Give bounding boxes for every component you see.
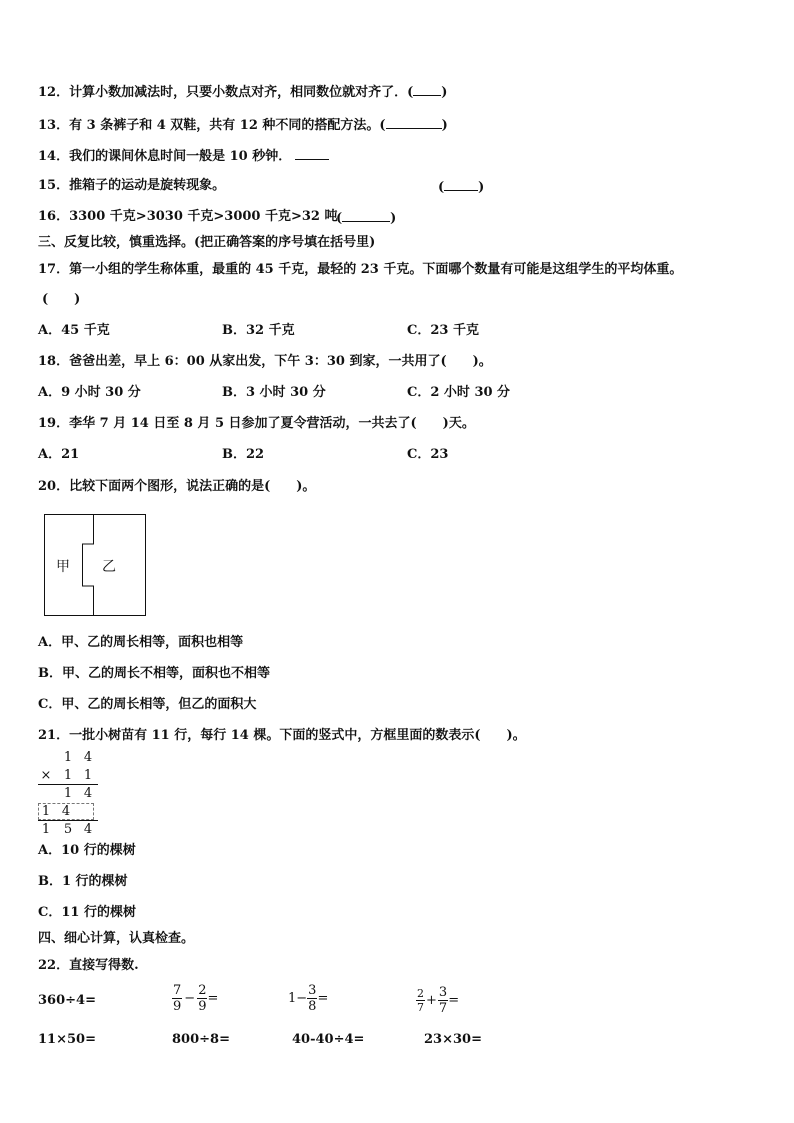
answer-blank[interactable]: [444, 178, 478, 191]
expression-5: 11×50=: [38, 1032, 96, 1047]
option-a[interactable]: A．21: [38, 447, 80, 462]
digit: 4: [61, 804, 71, 819]
question-15-text: 15．推箱子的运动是旋转现象。: [38, 178, 226, 193]
digit: 4: [83, 750, 93, 765]
question-13-text: 13．有 3 条裤子和 4 双鞋，共有 12 种不同的搭配方法。(: [38, 118, 386, 133]
fraction: $\frac{2}{7}$: [417, 987, 424, 1014]
option-a[interactable]: A．10 行的棵树: [38, 843, 136, 858]
times-sign: ×: [40, 768, 52, 783]
divider-line: [38, 784, 98, 785]
digit: 1: [41, 822, 51, 837]
question-14-text: 14．我们的课间休息时间一般是 10 秒钟．: [38, 149, 292, 164]
question-21: 21．一批小树苗有 11 行，每行 14 棵。下面的竖式中，方框里面的数表示( )。: [38, 728, 526, 743]
question-16-text: 16．3300 千克>3030 千克>3000 千克>32 吨: [38, 209, 338, 224]
question-20: 20．比较下面两个图形，说法正确的是( )。: [38, 479, 316, 494]
fraction: $\frac{2}{9}$: [198, 983, 207, 1014]
digit: 5: [63, 822, 73, 837]
option-b[interactable]: B．甲、乙的周长不相等，面积也不相等: [38, 666, 270, 681]
close-paren: ): [478, 180, 485, 195]
option-b[interactable]: B．3 小时 30 分: [222, 385, 326, 400]
yi-label: 乙: [102, 559, 116, 575]
question-15: [38, 178, 225, 194]
option-c[interactable]: C．23: [407, 447, 449, 462]
question-14: [38, 147, 329, 165]
section-heading-4: 四、细心计算，认真检查。: [38, 931, 195, 946]
fraction: $\frac{7}{9}$: [173, 983, 182, 1014]
option-c[interactable]: C．11 行的棵树: [38, 905, 136, 920]
close-paren: ): [441, 85, 448, 100]
option-c[interactable]: C．甲、乙的周长相等，但乙的面积大: [38, 697, 257, 712]
option-c[interactable]: C．2 小时 30 分: [407, 385, 511, 400]
option-b[interactable]: B．1 行的棵树: [38, 874, 128, 889]
vertical-multiplication: [38, 748, 100, 838]
question-12: [38, 83, 447, 101]
question-17: 17．第一小组的学生称体重，最重的 45 千克，最轻的 23 千克。下面哪个数量有可能是这组学生的平均体重。: [38, 262, 683, 277]
digit: 1: [63, 750, 73, 765]
answer-paren[interactable]: ( ): [42, 292, 81, 307]
section-heading-3: 三、反复比较，慎重选择。(把正确答案的序号填在括号里): [38, 235, 376, 250]
expression-6: 800÷8=: [172, 1032, 230, 1047]
question-16: [38, 209, 338, 225]
answer-blank[interactable]: [413, 83, 441, 96]
close-paren: ): [390, 211, 397, 226]
option-a[interactable]: A．甲、乙的周长相等，面积也相等: [38, 635, 244, 650]
expression-8: 23×30=: [424, 1032, 482, 1047]
digit: 4: [83, 822, 93, 837]
answer-blank[interactable]: [386, 116, 442, 129]
expression-3: 1− $\frac{3}{8}$ =: [288, 983, 329, 1014]
question-13: [38, 116, 448, 134]
question-22: 22．直接写得数.: [38, 958, 139, 973]
close-paren: ): [441, 118, 448, 133]
dividing-line: [83, 515, 94, 616]
question-18: 18．爸爸出差，早上 6：00 从家出发，下午 3：30 到家，一共用了( )。: [38, 354, 492, 369]
option-b[interactable]: B．22: [222, 447, 265, 462]
split-rectangle-figure: [44, 514, 146, 616]
digit: 4: [83, 786, 93, 801]
option-a[interactable]: A．9 小时 30 分: [38, 385, 141, 400]
digit: 1: [41, 804, 51, 819]
expression-2: $\frac{7}{9}$ − $\frac{2}{9}$ =: [173, 983, 219, 1014]
question-12-text: 12．计算小数加减法时，只要小数点对齐，相同数位就对齐了．(: [38, 85, 414, 100]
fraction: $\frac{3}{8}$: [308, 983, 317, 1014]
question-15-answer: [438, 178, 484, 196]
divider-line: [38, 820, 98, 821]
expression-7: 40-40÷4=: [292, 1032, 365, 1047]
jia-label: 甲: [56, 559, 70, 575]
question-16-answer: [336, 209, 396, 227]
option-b[interactable]: B．32 千克: [222, 323, 295, 338]
question-19: 19．李华 7 月 14 日至 8 月 5 日参加了夏令营活动，一共去了( )天。: [38, 416, 475, 431]
option-c[interactable]: C．23 千克: [407, 323, 479, 338]
digit: 1: [63, 786, 73, 801]
expression-1: 360÷4=: [38, 993, 96, 1008]
fraction: $\frac{3}{7}$: [438, 985, 448, 1016]
option-a[interactable]: A．45 千克: [38, 323, 110, 338]
digit: 1: [63, 768, 73, 783]
open-paren: (: [438, 180, 445, 195]
answer-blank[interactable]: [342, 209, 390, 222]
open-paren: (: [336, 211, 343, 226]
answer-blank[interactable]: [295, 147, 329, 160]
digit: 1: [83, 768, 93, 783]
expression-4: $\frac{2}{7}$ + $\frac{3}{7}$ =: [417, 985, 460, 1016]
